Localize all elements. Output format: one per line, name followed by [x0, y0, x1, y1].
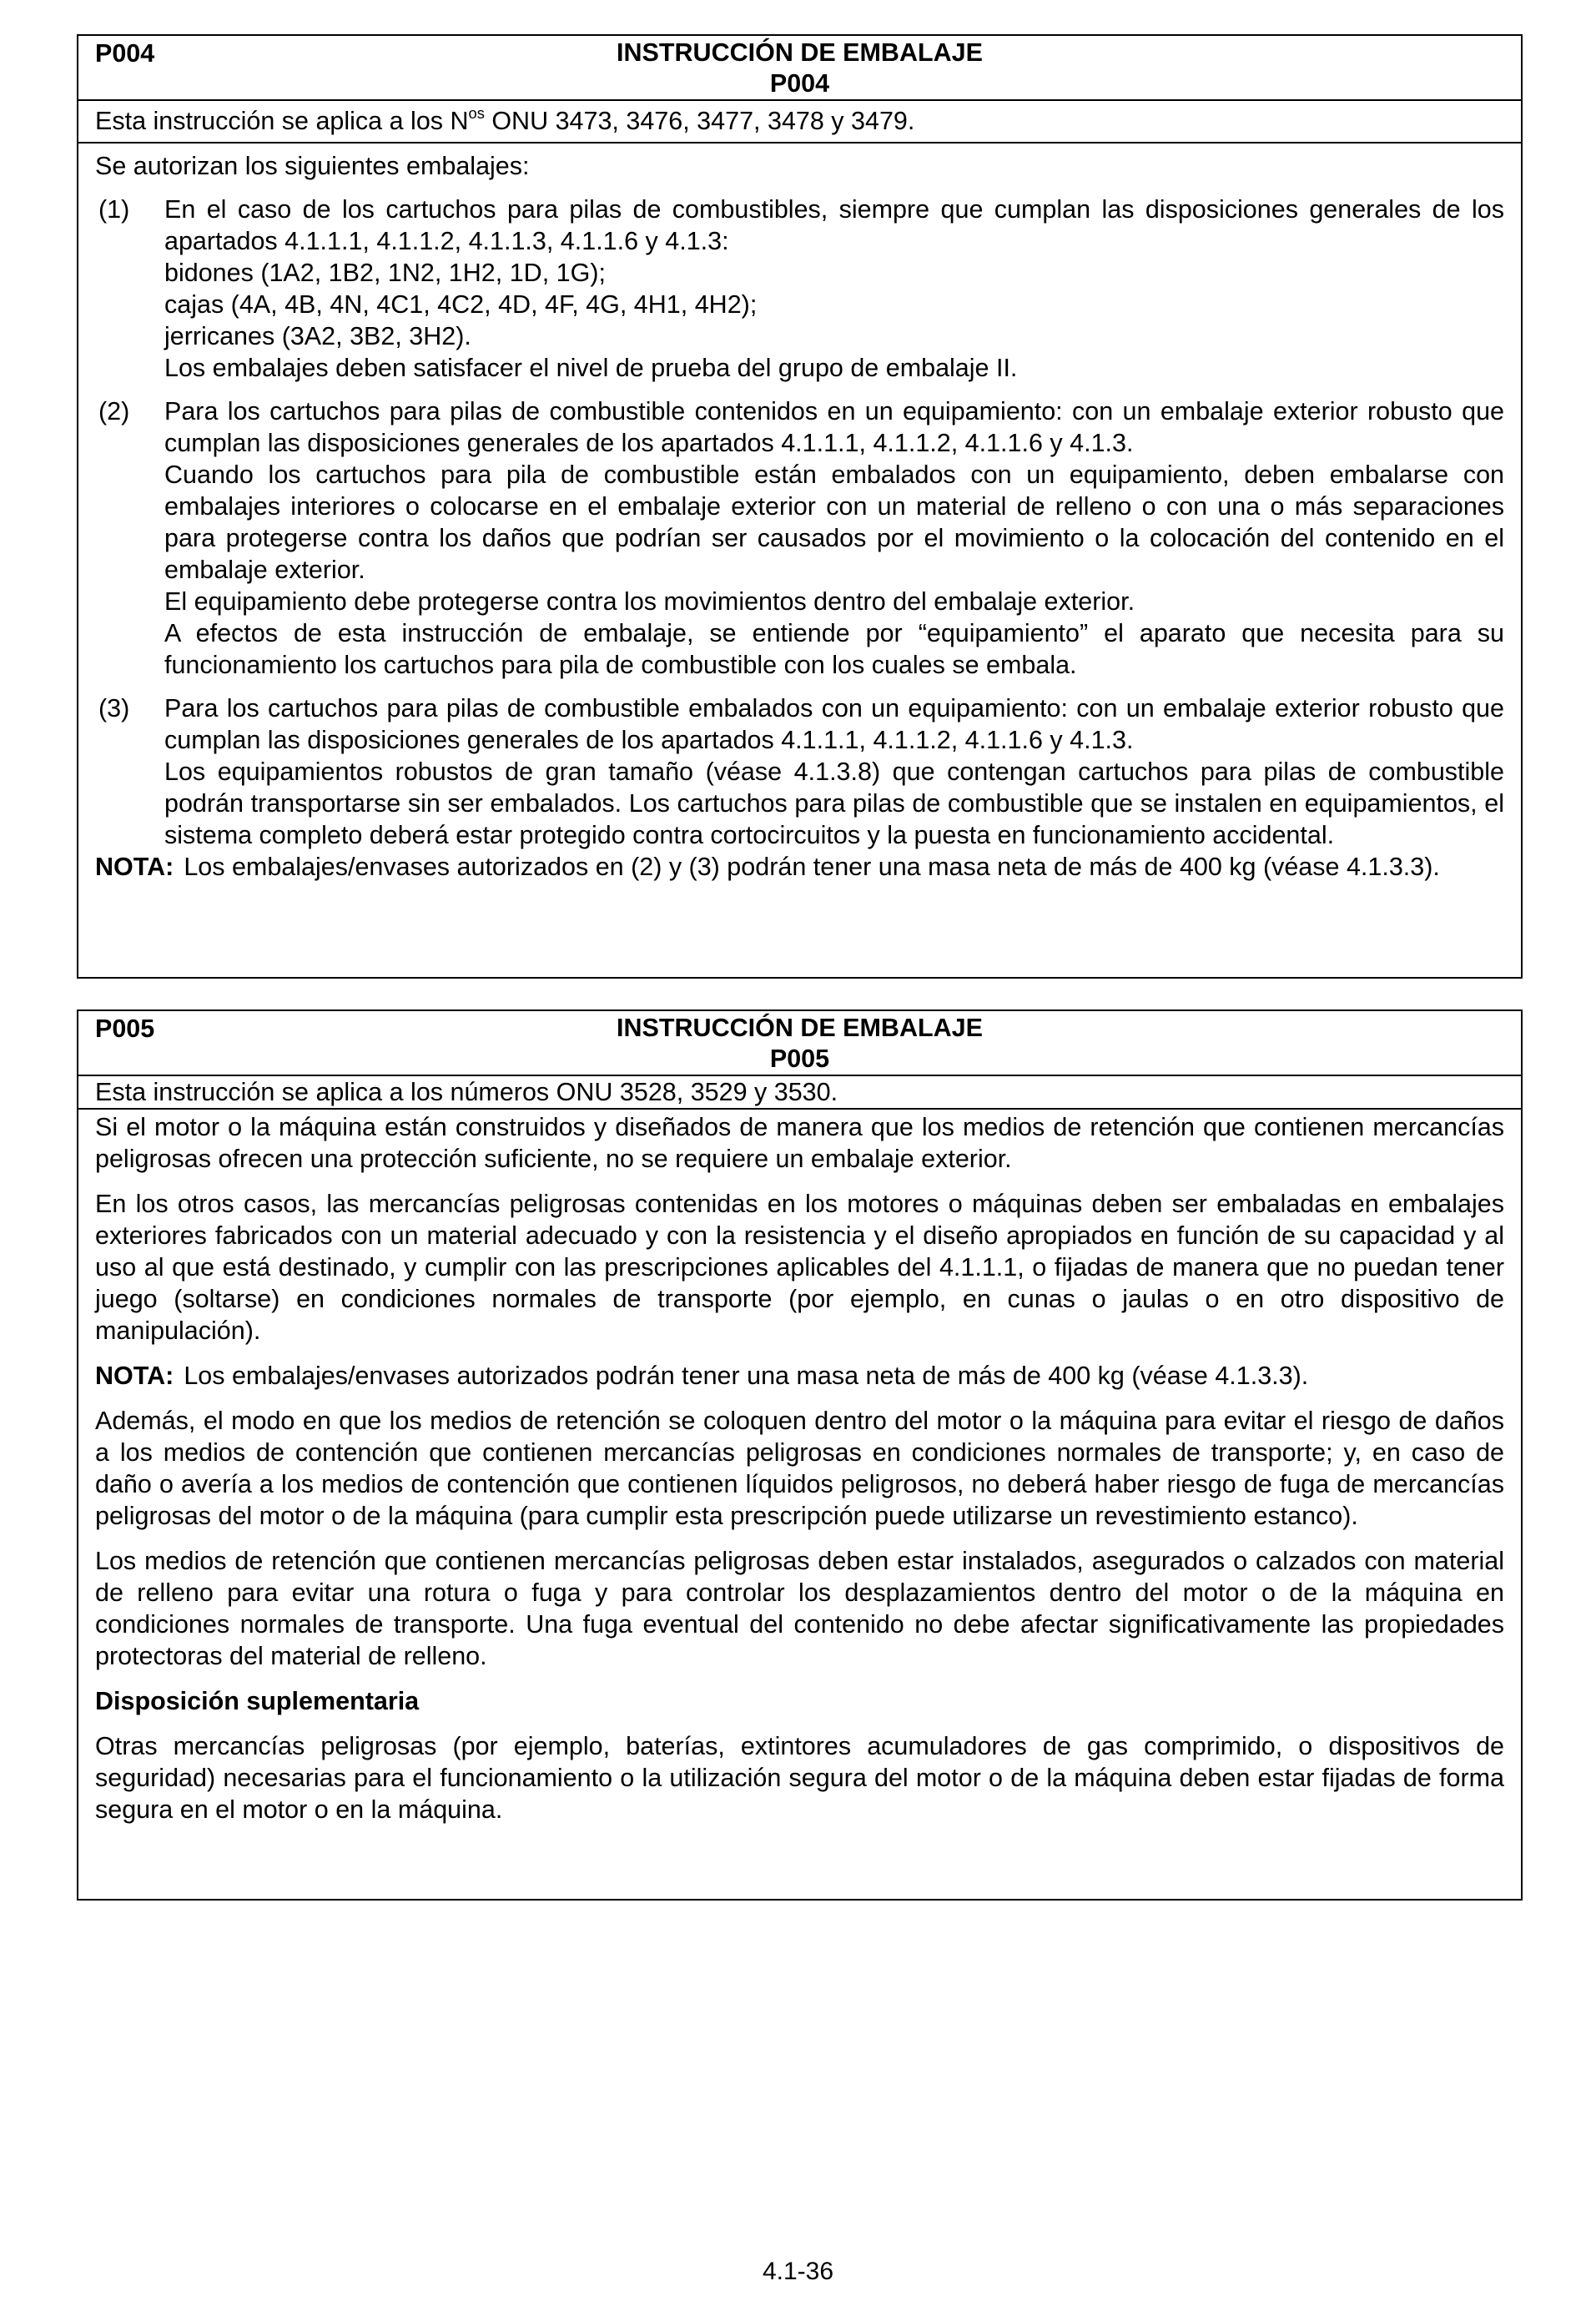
p005-paragraph-4: Los medios de retención que contienen mercancías peligrosas deben estar instalados, asegurados o calzados con material de relleno para evitar una rotura o fuga y para controlar los desplazamientos dentro del motor o de la máquina en condiciones normales de transporte. Una fuga eventual del contenido no debe afectar significativamente las propiedades protectoras del material de relleno. [95, 1547, 1504, 1670]
item-text: En el caso de los cartuchos para pilas de combustibles, siempre que cumplan las disposiciones generales de los apartados 4.1.1.1, 4.1.1.2, 4.1.1.3, 4.1.1.6 y 4.1.3: [164, 195, 1504, 255]
p004-applies-numbers: ONU 3473, 3476, 3477, 3478 y 3479. [484, 107, 915, 135]
p004-code: P004 [95, 39, 155, 68]
item-number: (3) [98, 694, 130, 722]
p004-item-3 [95, 692, 1504, 851]
p005-title-line2: P005 [769, 1045, 830, 1073]
item-text: Los embalajes deben satisfacer el nivel de prueba del grupo de embalaje II. [164, 354, 1018, 382]
p005-applies: Esta instrucción se aplica a los números ONU 3528, 3529 y 3530. [78, 1076, 1521, 1110]
p004-applies-sup: os [468, 104, 485, 123]
item-number: (1) [98, 195, 130, 224]
item-text: El equipamiento debe protegerse contra los movimientos dentro del embalaje exterior. [164, 587, 1135, 616]
p005-paragraph-2: En los otros casos, las mercancías peligrosas contenidas en los motores o máquinas deben ser embaladas en embalajes exteriores fabricados con un material adecuado y con la resistencia y el diseño apropiados en función de su capacidad y al uso al que está destinado, y cumplir con las prescripciones aplicables del 4.1.1.1, o fijadas de manera que no puedan tener juego (soltarse) en condiciones normales de transporte (por ejemplo, en cunas o jaulas o en otro dispositivo de manipulación). [95, 1190, 1504, 1345]
p004-header [78, 36, 1521, 101]
note-label: NOTA: [95, 1362, 174, 1390]
p004-body [78, 143, 1521, 891]
item-text: cajas (4A, 4B, 4N, 4C1, 4C2, 4D, 4F, 4G, 4H1, 4H2); [164, 290, 758, 319]
item-text: Para los cartuchos para pilas de combustible contenidos en un equipamiento: con un embalaje exterior robusto que cumplan las disposiciones generales de los apartados 4.1.1.1, 4.1.1.2, 4.1.1.6 y 4.1.3. [164, 397, 1504, 457]
p005-note [95, 1360, 1504, 1392]
note-text: Los embalajes/envases autorizados podrán tener una masa neta de más de 400 kg (véase 4.1.3.3). [184, 1362, 1309, 1390]
item-text: Para los cartuchos para pilas de combustible embalados con un equipamiento: con un embalaje exterior robusto que cumplan las disposiciones generales de los apartados 4.1.1.1, 4.1.1.2, 4.1.1.6 y 4.1.3. [164, 694, 1504, 754]
packing-instruction-p004 [77, 34, 1523, 979]
p004-applies [78, 101, 1521, 143]
p005-header [78, 1011, 1521, 1076]
p005-paragraph-3: Además, el modo en que los medios de retención se coloquen dentro del motor o la máquina para evitar el riesgo de daños a los medios de contención que contienen mercancías peligrosas en condiciones normales de transporte; y, en caso de daño o avería a los medios de contención que contienen líquidos peligrosos, no deberá haber riesgo de fuga de mercancías peligrosas del motor o de la máquina (para cumplir esta prescripción puede utilizarse un revestimiento estanco). [95, 1407, 1504, 1530]
note-text: Los embalajes/envases autorizados en (2) y (3) podrán tener una masa neta de más de 400 kg (véase 4.1.3.3). [184, 853, 1440, 881]
p004-applies-text: Esta instrucción se aplica a los N [95, 107, 469, 135]
p004-title-line1: INSTRUCCIÓN DE EMBALAJE [617, 38, 983, 67]
note-label: NOTA: [95, 853, 174, 881]
p004-intro: Se autorizan los siguientes embalajes: [95, 152, 530, 180]
item-text: Los equipamientos robustos de gran tamaño (véase 4.1.3.8) que contengan cartuchos para pilas de combustible podrán transportarse sin ser embalados. Los cartuchos para pilas de combustible que se instalen en equipamientos, el sistema completo deberá estar protegido contra cortocircuitos y la puesta en funcionamiento accidental. [164, 758, 1504, 849]
p004-title-line2: P004 [769, 69, 830, 98]
item-text: jerricanes (3A2, 3B2, 3H2). [164, 322, 471, 350]
p005-supplementary-text: Otras mercancías peligrosas (por ejemplo, baterías, extintores acumuladores de gas comprimido, o dispositivos de seguridad) necesarias para el funcionamiento o la utilización segura del motor o de la máquina deben estar fijadas de forma segura en el motor o en la máquina. [95, 1732, 1504, 1824]
p004-note [95, 851, 1504, 883]
p005-supplementary-heading: Disposición suplementaria [95, 1687, 420, 1715]
item-text: A efectos de esta instrucción de embalaje, se entiende por “equipamiento” el aparato que necesita para su funcionamiento los cartuchos para pila de combustible con los cuales se embala. [164, 619, 1504, 679]
p004-item-2 [95, 395, 1504, 681]
p005-paragraph-1: Si el motor o la máquina están construidos y diseñados de manera que los medios de retención que contienen mercancías peligrosas ofrecen una protección suficiente, no se requiere un embalaje exterior. [95, 1113, 1504, 1173]
item-text: Cuando los cartuchos para pila de combustible están embalados con un equipamiento, deben embalarse con embalajes interiores o colocarse en el embalaje exterior con un material de relleno o con una o más separaciones para protegerse contra los daños que podrían ser causados por el movimiento o la colocación del contenido en el embalaje exterior. [164, 461, 1504, 584]
p005-title [78, 1013, 1521, 1075]
p004-item-1 [95, 194, 1504, 384]
p004-title [78, 38, 1521, 99]
item-number: (2) [98, 397, 130, 425]
p005-code: P005 [95, 1015, 155, 1043]
page-number: 4.1-36 [762, 2258, 834, 2285]
p005-body [78, 1110, 1521, 1834]
packing-instruction-p005 [77, 1009, 1523, 1901]
item-text: bidones (1A2, 1B2, 1N2, 1H2, 1D, 1G); [164, 259, 606, 287]
p005-title-line1: INSTRUCCIÓN DE EMBALAJE [617, 1014, 983, 1042]
